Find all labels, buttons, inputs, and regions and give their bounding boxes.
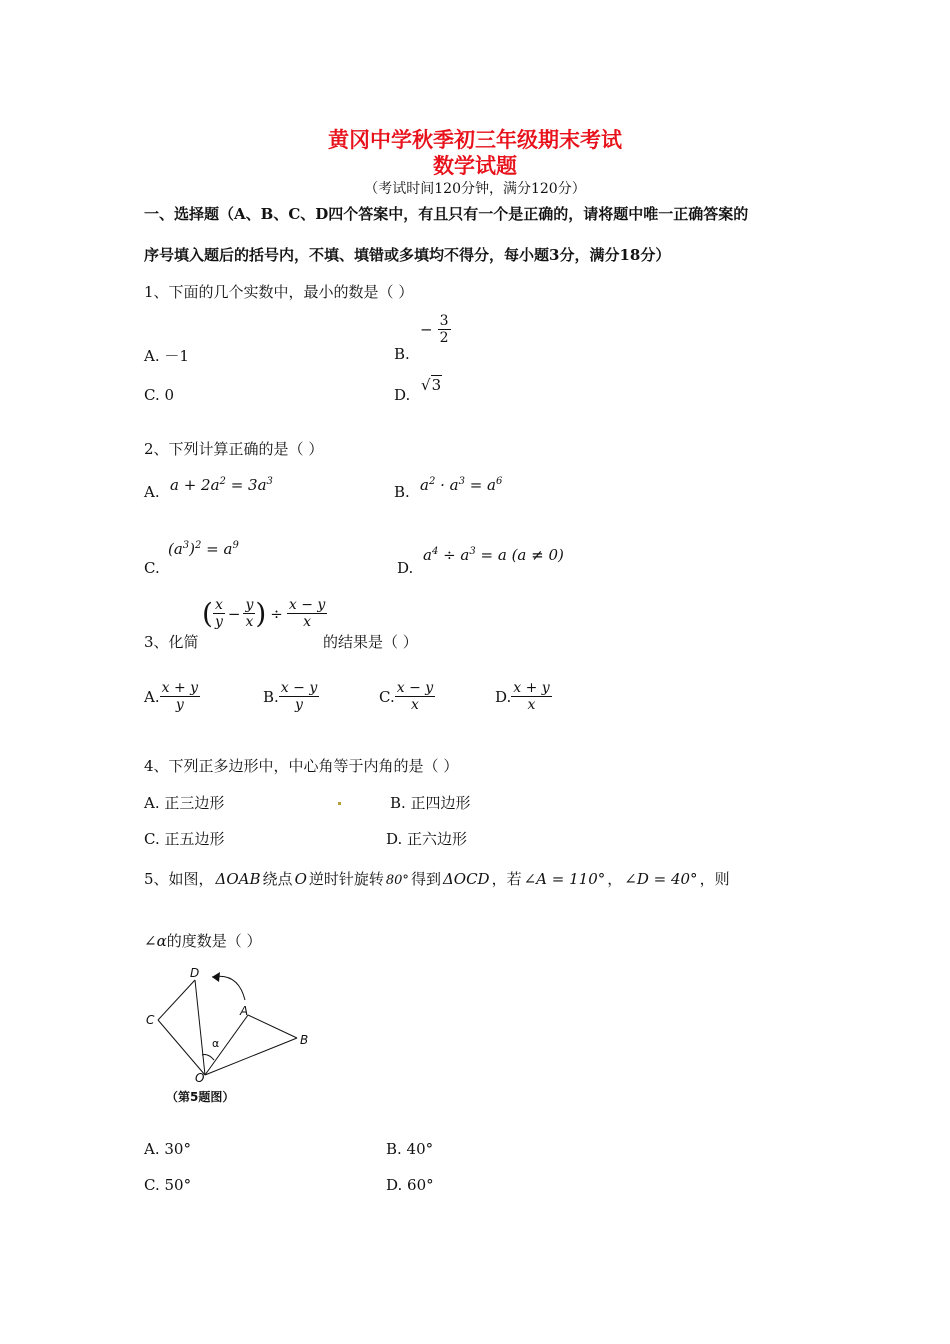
q3-right-paren: ) [255, 597, 267, 631]
q3-option-c-den: x [410, 697, 419, 714]
stray-dot [338, 802, 341, 805]
q5-angle-d: ∠D = 40° [624, 870, 698, 888]
q3-option-d-label: D. [495, 687, 512, 706]
q3-option-d [495, 680, 552, 713]
q4-option-a: A. 正三边形 [144, 794, 225, 812]
label-alpha: α [212, 1037, 220, 1050]
exam-subtitle: 数学试题 [433, 153, 517, 178]
q4-stem: 4、下列正多边形中，中心角等于内角的是（ ） [144, 757, 459, 775]
segment-dc [158, 980, 195, 1020]
q1-option-b-num: 3 [439, 313, 449, 329]
q2-option-a-formula: $a + 2a^2 = 3a^3$ [170, 476, 273, 494]
q3-option-d-den: x [527, 697, 536, 714]
q5-stem-part1: 5、如图， [144, 870, 214, 888]
q2-stem: 2、下列计算正确的是（ ） [144, 440, 324, 458]
label-b: B [300, 1033, 309, 1047]
q1-option-d-value [421, 376, 442, 394]
q5-angle-a: ∠A = 110° [523, 870, 606, 888]
q1-option-b-label: B. [394, 345, 410, 363]
q5-stem-line1 [144, 868, 730, 889]
q3-option-a-label: A. [144, 687, 160, 706]
q3-option-b-den: y [295, 697, 303, 714]
q3-stem-pre: 3、化简 [144, 633, 199, 651]
q5-figure-caption: （第5题图） [166, 1090, 235, 1104]
q3-option-b-label: B. [263, 687, 279, 706]
q3-option-b-num: x − y [280, 680, 318, 696]
label-a: A [240, 1004, 249, 1018]
q5-option-d: D. 60° [386, 1176, 434, 1194]
q1-option-d-radicand: 3 [431, 376, 442, 394]
q1-option-c: C. 0 [144, 386, 175, 404]
q2-option-b-formula: $a^2 \cdot a^3 = a^6$ [420, 476, 503, 494]
q3-option-d-num: x + y [513, 680, 550, 696]
q4-option-c: C. 正五边形 [144, 830, 225, 848]
q5-stem-line2 [144, 930, 261, 951]
q5-option-a: A. 30° [144, 1140, 191, 1158]
q1-option-b-value [420, 313, 451, 346]
q1-stem: 1、下面的几个实数中，最小的数是（ ） [144, 283, 414, 301]
q3-option-a-num: x + y [161, 680, 199, 696]
q5-stem-part3: 逆时针旋转 [308, 870, 384, 888]
q5-triangle-oab: ΔOAB [215, 870, 261, 888]
exam-title: 黄冈中学秋季初三年级期末考试 [328, 127, 622, 152]
q1-option-a: A. －1 [144, 347, 189, 365]
q5-stem-part6: ， [607, 870, 623, 888]
q4-option-b: B. 正四边形 [390, 794, 471, 812]
q3-option-c [379, 680, 435, 713]
q2-option-c-label: C. [144, 559, 160, 577]
q5-angle-alpha: ∠α [144, 932, 167, 950]
q5-stem-part5: ，若 [491, 870, 522, 888]
q2-option-d-formula: $a^4 \div a^3 = a$ (a ≠ 0) [423, 546, 564, 564]
q5-rotation-angle: 80° [385, 873, 409, 888]
q2-option-c-formula: $(a^3)^2 = a^9$ [168, 540, 239, 558]
q5-stem-part7: ，则 [699, 870, 730, 888]
q1-option-d-label: D. [394, 386, 411, 404]
q3-option-a-den: y [175, 697, 184, 714]
q4-option-d: D. 正六边形 [386, 830, 468, 848]
segment-od [195, 980, 205, 1075]
q5-stem-part4: 得到 [410, 870, 441, 888]
label-o: O [195, 1071, 205, 1085]
q3-option-a [144, 680, 200, 713]
q3-option-c-label: C. [379, 687, 395, 706]
q3-option-c-num: x − y [396, 680, 434, 696]
q2-option-d-label: D. [397, 559, 414, 577]
q3-expression: ( $\frac{x}{y}$ − $\frac{y}{x}$ ) ÷ $\frac{x - y}{x}$ [202, 597, 326, 631]
segment-co [158, 1020, 205, 1075]
q2-option-a-label: A. [144, 483, 160, 501]
q5-triangle-ocd: ΔOCD [442, 870, 490, 888]
sqrt-symbol-icon: √ [421, 376, 431, 394]
section1-instruction-line2: 序号填入题后的括号内，不填、填错或多填均不得分，每小题3分，满分18分） [144, 246, 671, 264]
q1-option-b-den: 2 [439, 330, 449, 347]
exam-time-note: （考试时间120分钟，满分120分） [364, 181, 586, 197]
label-d: D [190, 966, 200, 980]
section1-instruction-line1: 一、选择题（A、B、C、D四个答案中，有且只有一个是正确的，请将题中唯一正确答案的 [144, 205, 749, 223]
q5-stem-line2-text: 的度数是（ ） [166, 932, 262, 950]
q5-stem-part2: 绕点 [262, 870, 293, 888]
q1-option-b-fraction [438, 313, 451, 346]
q2-option-b-label: B. [394, 483, 410, 501]
q5-point-o: O [294, 870, 307, 888]
q5-option-b: B. 40° [386, 1140, 434, 1158]
q5-figure [140, 960, 340, 1085]
q3-option-b [263, 680, 319, 713]
rotation-arrow-icon [212, 972, 220, 982]
q3-stem-post: 的结果是（ ） [323, 633, 418, 651]
q1-option-b-sign: − [420, 320, 433, 339]
q3-left-paren: ( [202, 597, 213, 631]
label-c: C [146, 1013, 155, 1027]
segment-ab [248, 1015, 297, 1038]
q5-option-c: C. 50° [144, 1176, 192, 1194]
